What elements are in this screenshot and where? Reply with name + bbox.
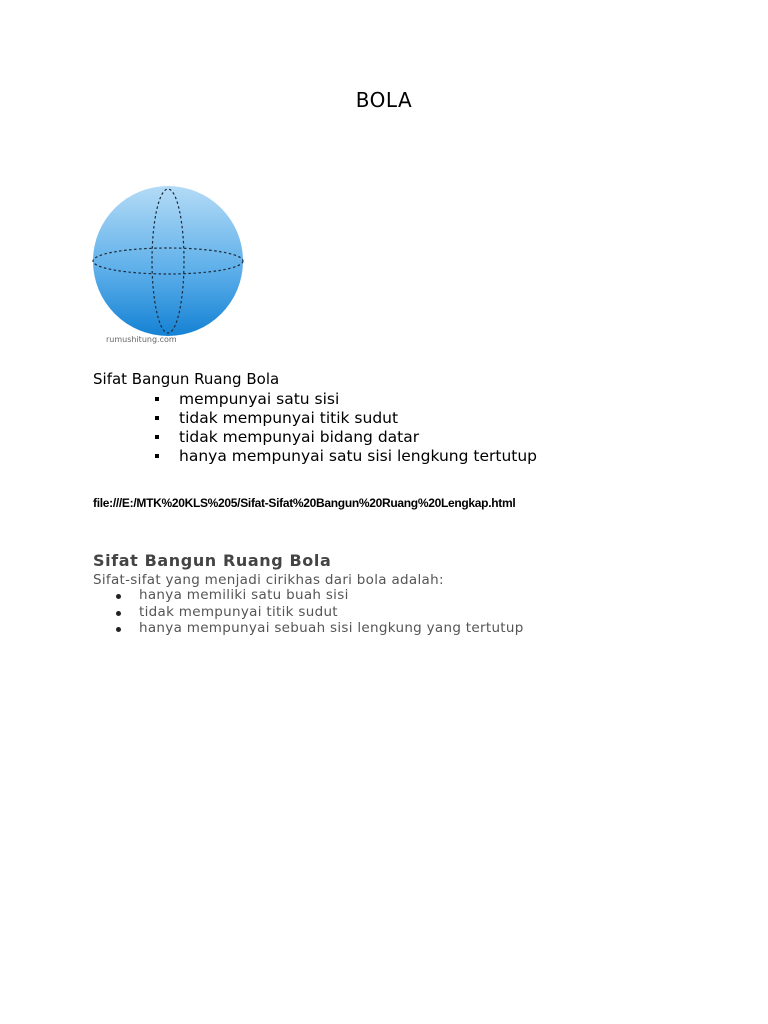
dot-bullet-icon <box>116 594 121 599</box>
file-link[interactable]: file:///E:/MTK%20KLS%205/Sifat-Sifat%20Bangun%20Ruang%20Lengkap.html <box>93 496 516 510</box>
list-item: hanya mempunyai sebuah sisi lengkung yang tertutup <box>116 620 524 637</box>
list-item: hanya memiliki satu buah sisi <box>116 587 524 604</box>
section1-heading: Sifat Bangun Ruang Bola <box>93 370 280 388</box>
list-item: tidak mempunyai titik sudut <box>152 409 537 428</box>
section2-intro: Sifat-sifat yang menjadi cirikhas dari bola adalah: <box>93 572 444 588</box>
section1-list <box>152 390 537 466</box>
section2-heading: Sifat Bangun Ruang Bola <box>93 551 332 570</box>
list-item: hanya mempunyai satu sisi lengkung tertutup <box>152 447 537 466</box>
sphere-icon <box>90 186 250 336</box>
square-bullet-icon <box>155 454 159 458</box>
sphere-figure <box>90 186 250 350</box>
dot-bullet-icon <box>116 611 121 616</box>
square-bullet-icon <box>155 435 159 439</box>
square-bullet-icon <box>155 397 159 401</box>
list-item: mempunyai satu sisi <box>152 390 537 409</box>
section2-list <box>116 587 524 637</box>
figure-caption: rumushitung.com <box>106 335 177 344</box>
list-item: tidak mempunyai titik sudut <box>116 604 524 621</box>
page-title: BOLA <box>355 88 413 112</box>
list-item: tidak mempunyai bidang datar <box>152 428 537 447</box>
square-bullet-icon <box>155 416 159 420</box>
dot-bullet-icon <box>116 627 121 632</box>
